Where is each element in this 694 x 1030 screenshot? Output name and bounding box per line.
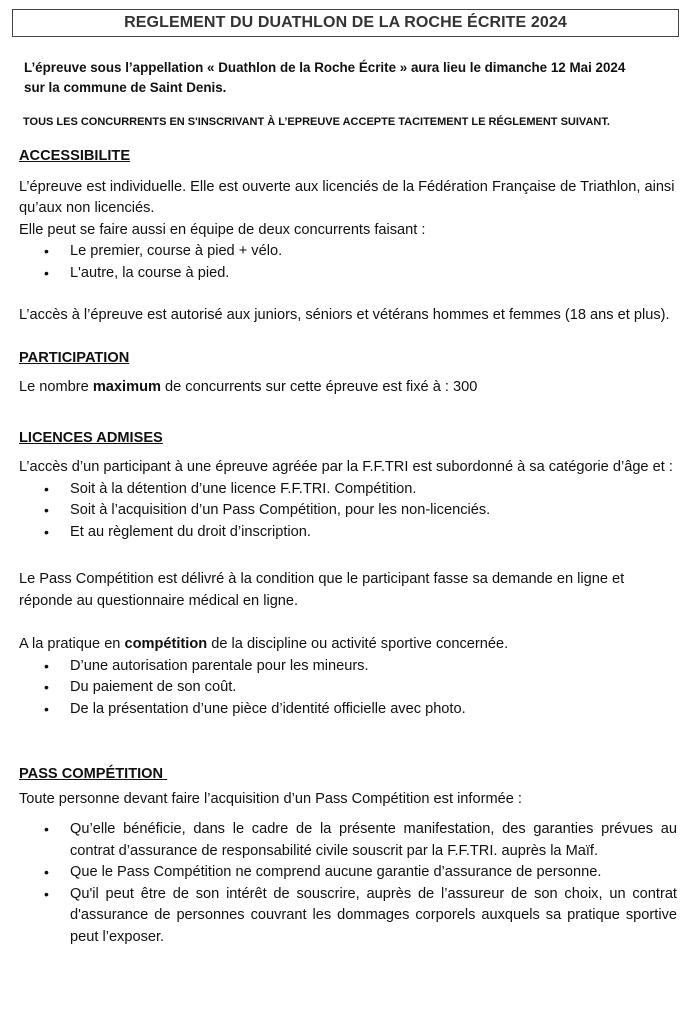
heading-licences-admises: LICENCES ADMISES: [19, 429, 163, 446]
bullet-icon: •: [44, 523, 49, 540]
list-item: • D’une autorisation parentale pour les mineurs.: [70, 656, 677, 678]
bullet-icon: •: [44, 264, 49, 281]
licences-paragraph-3: A la pratique en compétition de la discipline ou activité sportive concernée.: [19, 636, 509, 652]
list-item: • Qu’elle bénéficie, dans le cadre de la présente manifestation, des garanties prévues au contrat d’assurance de responsabilité civile souscrit par la F.F.TRI. auprès la Maïf.: [44, 821, 677, 859]
intro-paragraph: [24, 58, 674, 98]
heading-accessibilite: ACCESSIBILITE: [19, 148, 131, 164]
list-item: • De la présentation d’une pièce d’identité officielle avec photo.: [70, 699, 677, 721]
list-item: • Que le Pass Compétition ne comprend aucune garantie d’assurance de personne.: [70, 862, 677, 884]
list-item: • Le premier, course à pied + vélo.: [70, 241, 677, 263]
team-composition-list: [19, 241, 677, 284]
licences-paragraph-1: L’accès d’un participant à une épreuve agréée par la F.F.TRI est subordonné à sa catégorie d’âge et :: [19, 459, 673, 475]
participation-paragraph: Le nombre maximum de concurrents sur cette épreuve est fixé à : 300: [19, 379, 478, 395]
accessibilite-paragraph-2: Elle peut se faire aussi en équipe de deux concurrents faisant :: [19, 221, 426, 238]
bullet-icon: •: [44, 243, 49, 259]
list-item: • Qu'il peut être de son intérêt de souscrire, auprès de l’assureur de son choix, un contrat d'assurance de personnes couvrant les dommages corporels auxquels sa pratique sportive peut l’exposer.: [44, 885, 677, 945]
list-item: • Soit à l’acquisition d’un Pass Compétition, pour les non-licenciés.: [70, 500, 677, 522]
bullet-icon: •: [44, 502, 49, 518]
intro-line-1: L’épreuve sous l’appellation « Duathlon de la Roche Écrite » aura lieu le dimanche 12 Mai 2024: [24, 60, 626, 75]
bullet-icon: •: [44, 700, 49, 717]
competition-requirements-list: [19, 656, 677, 721]
list-item: • Du paiement de son coût.: [70, 677, 677, 699]
bullet-icon: •: [44, 679, 49, 695]
bullet-icon: •: [44, 480, 49, 497]
accessibilite-paragraph-1: L’épreuve est individuelle. Elle est ouverte aux licenciés de la Fédération Française de Triathlon, ainsi qu’aux non licenciés.: [19, 178, 675, 216]
accessibilite-paragraph-3: L’accès à l’épreuve est autorisé aux juniors, séniors et vétérans hommes et femmes (18 ans et plus).: [19, 307, 670, 323]
heading-participation: PARTICIPATION: [19, 349, 130, 366]
licences-paragraph-2: Le Pass Compétition est délivré à la condition que le participant fasse sa demande en ligne et réponde au questionnaire médical en ligne.: [19, 571, 625, 609]
bullet-icon: •: [44, 657, 49, 674]
pass-paragraph-1: Toute personne devant faire l’acquisition d’un Pass Compétition est informée :: [19, 790, 522, 807]
heading-pass-competition: PASS COMPÉTITION: [19, 766, 168, 782]
intro-line-2: sur la commune de Saint Denis.: [24, 80, 227, 95]
document-body: [19, 146, 677, 948]
document-title: REGLEMENT DU DUATHLON DE LA ROCHE ÉCRITE 2024: [12, 9, 679, 37]
bullet-icon: •: [44, 864, 49, 880]
bullet-icon: •: [44, 885, 49, 902]
pass-information-list: [19, 819, 677, 948]
bullet-icon: •: [44, 821, 49, 837]
list-item: • Et au règlement du droit d’inscription.: [70, 522, 677, 544]
acceptance-notice: TOUS LES CONCURRENTS EN S'INSCRIVANT À L’EPREUVE ACCEPTE TACITEMENT LE RÉGLEMENT SUIVANT.: [23, 116, 610, 128]
list-item: • L'autre, la course à pied.: [70, 263, 677, 285]
list-item: • Soit à la détention d’une licence F.F.TRI. Compétition.: [70, 479, 677, 501]
licence-conditions-list: [19, 479, 677, 544]
